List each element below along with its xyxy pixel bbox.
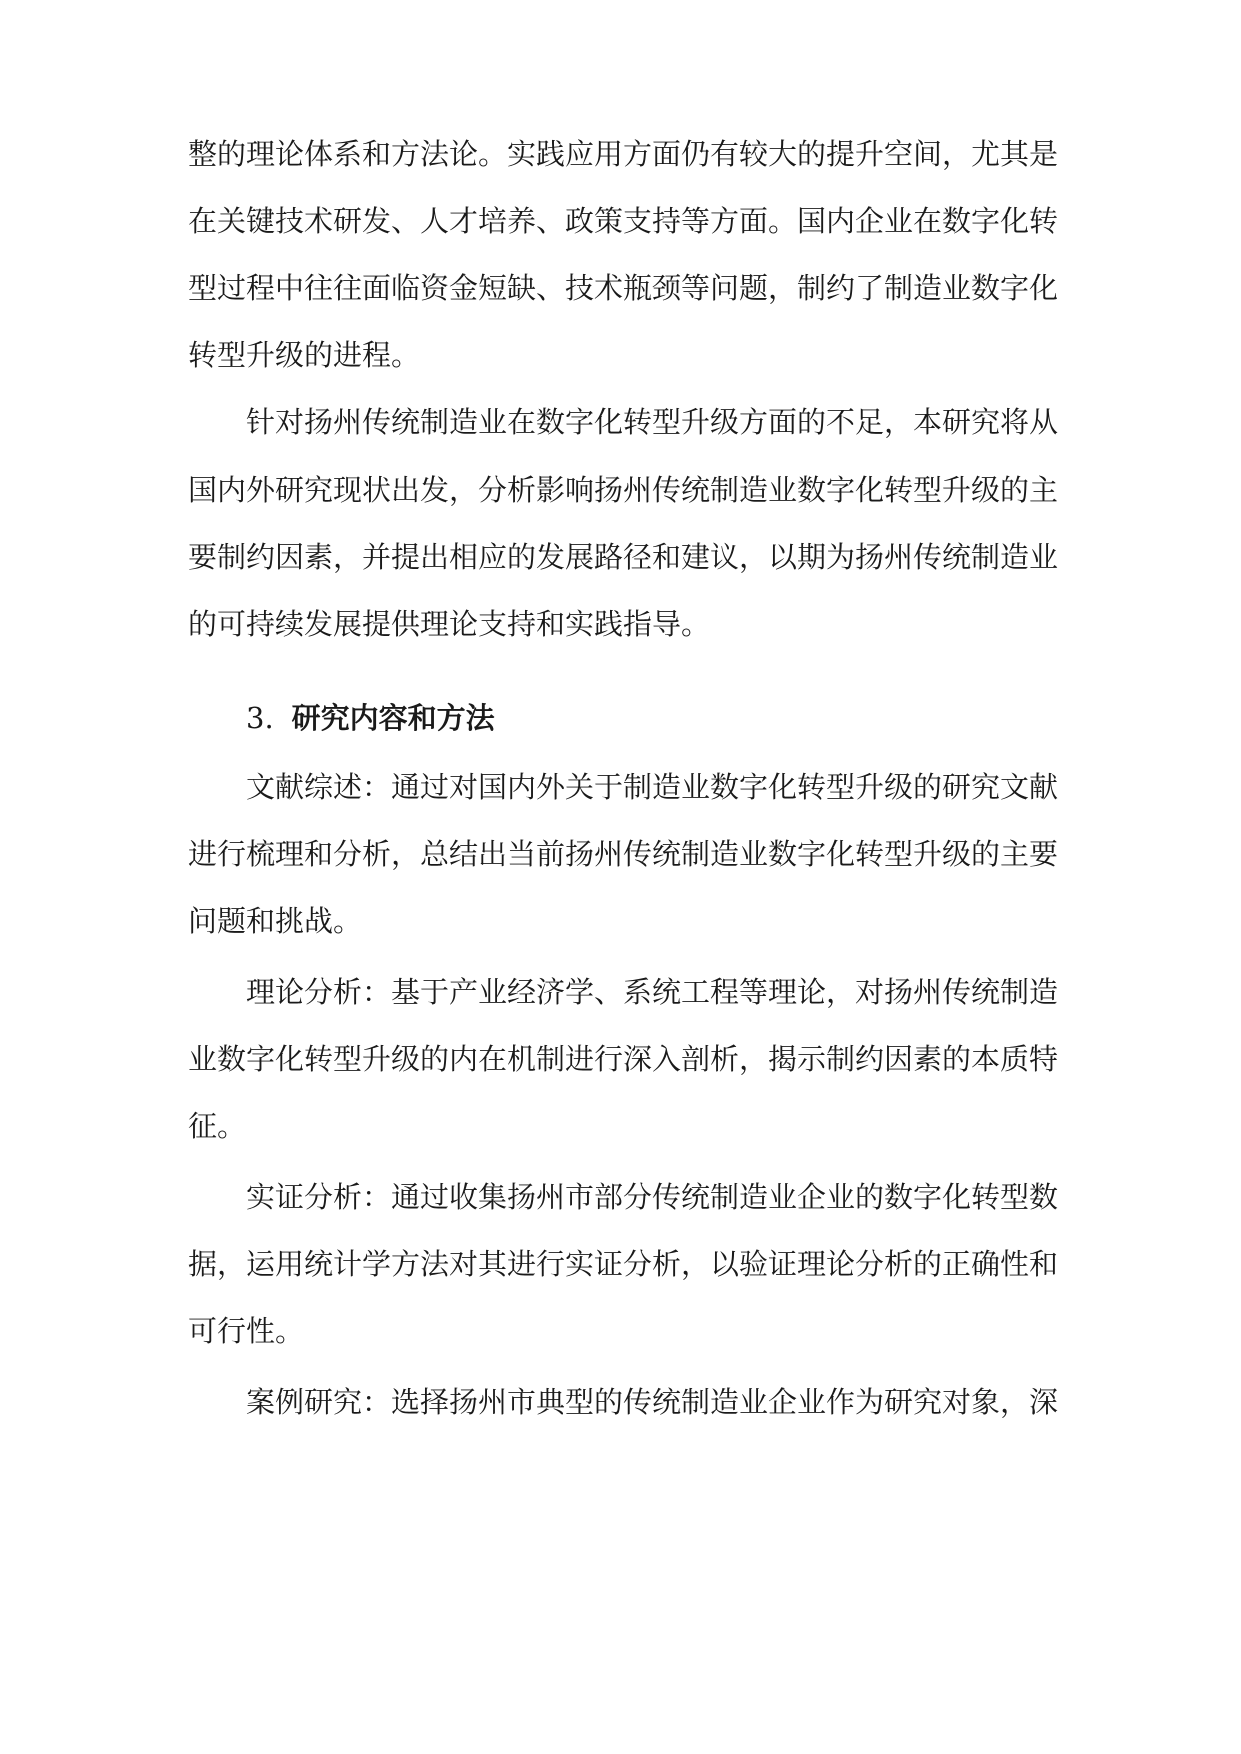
paragraph-1-line-2: 在关键技术研发、人才培养、政策支持等方面。国内企业在数字化转 xyxy=(188,204,1059,238)
paragraph-2-line-2: 国内外研究现状出发，分析影响扬州传统制造业数字化转型升级的主 xyxy=(188,473,1059,507)
paragraph-2-line-4: 的可持续发展提供理论支持和实践指导。 xyxy=(188,607,711,641)
paragraph-3-line-1: 文献综述：通过对国内外关于制造业数字化转型升级的研究文献 xyxy=(246,770,1059,804)
paragraph-2-line-1: 针对扬州传统制造业在数字化转型升级方面的不足，本研究将从 xyxy=(246,405,1059,439)
section-heading xyxy=(246,698,495,738)
paragraph-3-line-2: 进行梳理和分析，总结出当前扬州传统制造业数字化转型升级的主要 xyxy=(188,837,1059,871)
paragraph-5-line-2: 据，运用统计学方法对其进行实证分析，以验证理论分析的正确性和 xyxy=(188,1247,1059,1281)
paragraph-2-line-3: 要制约因素，并提出相应的发展路径和建议，以期为扬州传统制造业 xyxy=(188,540,1059,574)
paragraph-1-line-3: 型过程中往往面临资金短缺、技术瓶颈等问题，制约了制造业数字化 xyxy=(188,271,1059,305)
section-number: 3. xyxy=(246,701,274,735)
paragraph-4-line-1: 理论分析：基于产业经济学、系统工程等理论，对扬州传统制造 xyxy=(246,975,1059,1009)
paragraph-1-line-1: 整的理论体系和方法论。实践应用方面仍有较大的提升空间，尤其是 xyxy=(188,137,1059,171)
paragraph-5-line-3: 可行性。 xyxy=(188,1314,305,1348)
paragraph-4-line-3: 征。 xyxy=(188,1109,247,1143)
paragraph-3-line-3: 问题和挑战。 xyxy=(188,904,363,938)
paragraph-1-line-4: 转型升级的进程。 xyxy=(188,338,421,372)
paragraph-5-line-1: 实证分析：通过收集扬州市部分传统制造业企业的数字化转型数 xyxy=(246,1180,1059,1214)
paragraph-4-line-2: 业数字化转型升级的内在机制进行深入剖析，揭示制约因素的本质特 xyxy=(188,1042,1059,1076)
paragraph-6-line-1: 案例研究：选择扬州市典型的传统制造业企业作为研究对象，深 xyxy=(246,1385,1059,1419)
section-title: 研究内容和方法 xyxy=(291,701,495,735)
